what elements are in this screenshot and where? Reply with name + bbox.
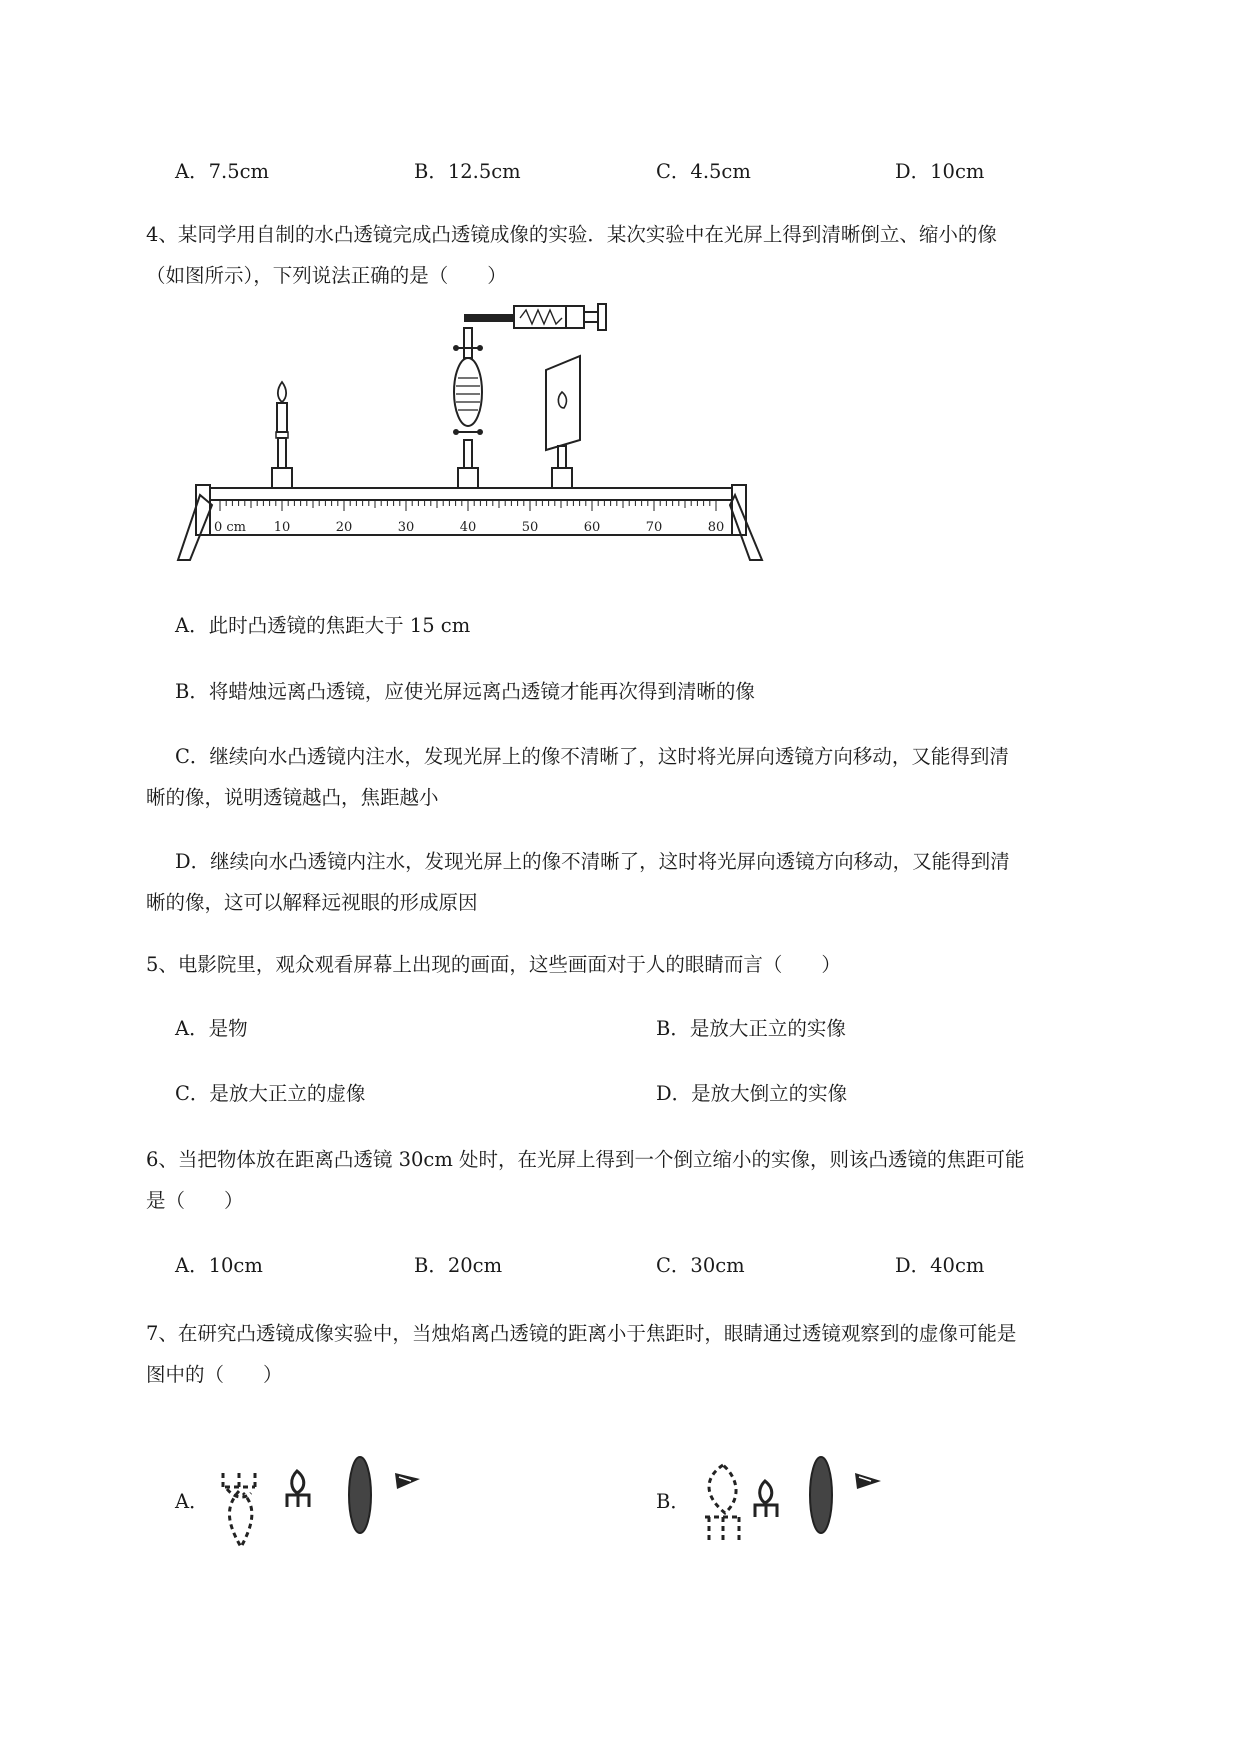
ruler-tick-label: 20 [335,520,353,535]
q3-option-b[interactable]: B．12.5cm [414,160,521,183]
q3-option-d[interactable]: D．10cm [895,160,985,183]
q3-option-c[interactable]: C．4.5cm [656,160,751,183]
q4-option-c[interactable]: C．继续向水凸透镜内注水，发现光屏上的像不清晰了，这时将光屏向透镜方向移动，又能得到清 [175,745,1009,768]
q5-option-a[interactable]: A．是物 [175,1017,248,1040]
convex-lens-icon [810,1457,832,1533]
q7-stem-line2: 图中的（ ） [146,1363,283,1386]
virtual-image-flame-icon [705,1465,741,1541]
q6-stem-line2: 是（ ） [146,1189,244,1212]
eye-icon [855,1473,881,1489]
optical-bench-figure [170,320,780,570]
light-screen-icon [546,356,580,488]
q7-option-a[interactable]: A． [175,1490,209,1513]
ruler-tick-label: 10 [273,520,291,535]
q4-option-d-line2: 晰的像，这可以解释远视眼的形成原因 [146,891,478,914]
q6-stem-line1: 6、当把物体放在距离凸透镜 30cm 处时，在光屏上得到一个倒立缩小的实像，则该凸透镜的焦距可能 [146,1148,1025,1171]
q3-option-a[interactable]: A．7.5cm [175,160,270,183]
q6-option-c[interactable]: C．30cm [656,1254,745,1277]
convex-lens-icon [349,1457,371,1533]
q6-option-b[interactable]: B．20cm [414,1254,503,1277]
ruler-tick-label: 50 [521,520,539,535]
q7-option-b[interactable]: B． [656,1490,690,1513]
q5-stem: 5、电影院里，观众观看屏幕上出现的画面，这些画面对于人的眼睛而言（ ） [146,953,841,976]
q7-option-b-figure [695,1455,915,1565]
q5-option-b[interactable]: B．是放大正立的实像 [656,1017,846,1040]
ruler-tick-label: 80 [707,520,725,535]
candle-icon [272,382,292,488]
syringe-icon [514,304,606,330]
q7-option-a-figure [215,1455,435,1565]
ruler-tick-label: 30 [397,520,415,535]
virtual-image-flame-icon [223,1473,255,1547]
q6-option-a[interactable]: A．10cm [175,1254,263,1277]
q6-option-d[interactable]: D．40cm [895,1254,985,1277]
candle-flame-icon [755,1481,777,1517]
q4-option-c-line2: 晰的像，说明透镜越凸，焦距越小 [146,786,439,809]
q4-stem-line2: （如图所示），下列说法正确的是（ ） [146,264,507,287]
ruler-labels [214,520,724,535]
eye-icon [395,1473,420,1489]
q5-option-d[interactable]: D．是放大倒立的实像 [656,1082,848,1105]
candle-flame-icon [287,1471,309,1507]
q4-option-d[interactable]: D．继续向水凸透镜内注水，发现光屏上的像不清晰了，这时将光屏向透镜方向移动，又能得到清 [175,850,1010,873]
q4-option-b[interactable]: B．将蜡烛远离凸透镜，应使光屏远离凸透镜才能再次得到清晰的像 [175,680,755,703]
q7-stem-line1: 7、在研究凸透镜成像实验中，当烛焰离凸透镜的距离小于焦距时，眼睛通过透镜观察到的虚像可能是 [146,1322,1017,1345]
ruler-tick-label: 70 [645,520,663,535]
ruler-ticks [220,501,716,511]
q4-option-a[interactable]: A．此时凸透镜的焦距大于 15 cm [175,614,471,637]
ruler-unit-label: 0 cm [214,520,247,535]
ruler-tick-label: 60 [583,520,601,535]
ruler-tick-label: 40 [459,520,477,535]
water-lens-icon [453,314,514,488]
q5-option-c[interactable]: C．是放大正立的虚像 [175,1082,366,1105]
q4-stem-line1: 4、某同学用自制的水凸透镜完成凸透镜成像的实验．某次实验中在光屏上得到清晰倒立、缩小的像 [146,223,997,246]
